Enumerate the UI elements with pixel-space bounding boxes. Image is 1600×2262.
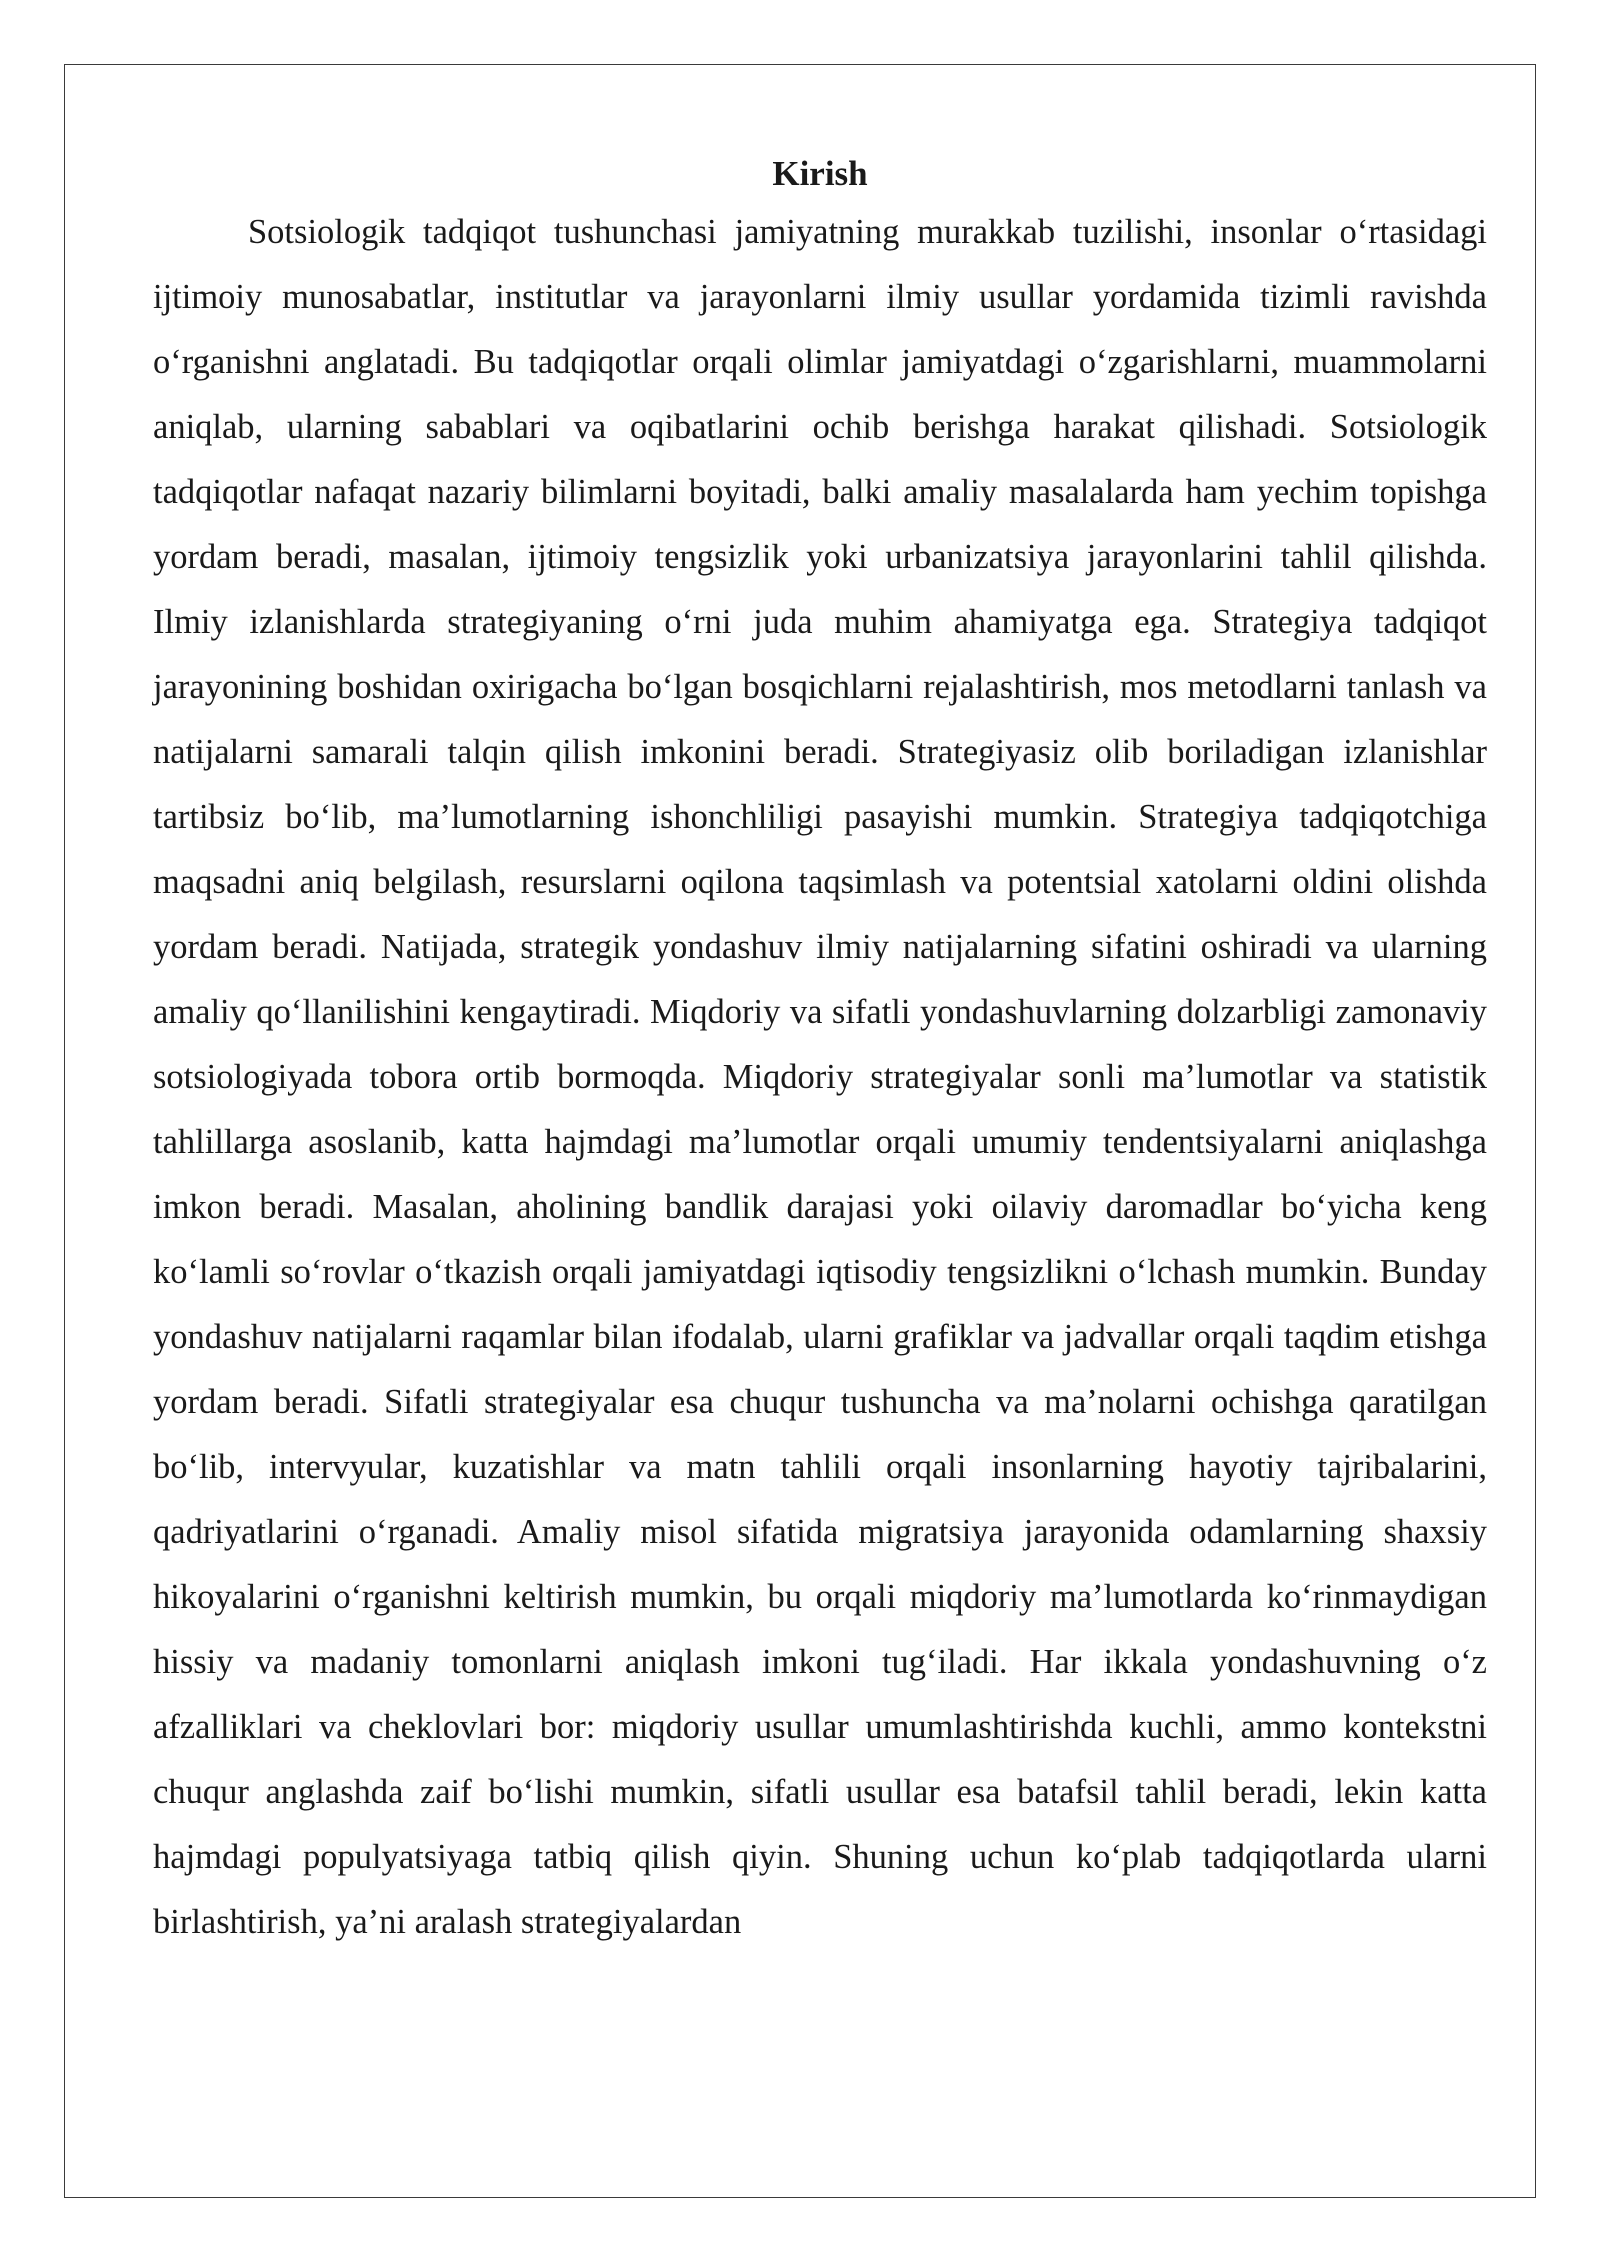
body-paragraph: Sotsiologik tadqiqot tushunchasi jamiyatning murakkab tuzilishi, insonlar o‘rtasidagi ijtimoiy munosabatlar, institutlar va jarayonlarni ilmiy usullar yordamida tizimli ravishda o‘rganishni anglatadi. Bu tadqiqotlar orqali olimlar jamiyatdagi o‘zgarishlarni, muammolarni aniqlab, ularning sabablari va oqibatlarini ochib berishga harakat qilishadi. Sotsiologik tadqiqotlar nafaqat nazariy bilimlarni boyitadi, balki amaliy masalalarda ham yechim topishga yordam beradi, masalan, ijtimoiy tengsizlik yoki urbanizatsiya jarayonlarini tahlil qilishda. Ilmiy izlanishlarda strategiyaning o‘rni juda muhim ahamiyatga ega. Strategiya tadqiqot jarayonining boshidan oxirigacha bo‘lgan bosqichlarni rejalashtirish, mos metodlarni tanlash va natijalarni samarali talqin qilish imkonini beradi. Strategiyasiz olib boriladigan izlanishlar tartibsiz bo‘lib, ma’lumotlarning ishonchliligi pasayishi mumkin. Strategiya tadqiqotchiga maqsadni aniq belgilash, resurslarni oqilona taqsimlash va potentsial xatolarni oldini olishda yordam beradi. Natijada, strategik yondashuv ilmiy natijalarning sifatini oshiradi va ularning amaliy qo‘llanilishini kengaytiradi. Miqdoriy va sifatli yondashuvlarning dolzarbligi zamonaviy sotsiologiyada tobora ortib bormoqda. Miqdoriy strategiyalar sonli ma’lumotlar va statistik tahlillarga asoslanib, katta hajmdagi ma’lumotlar orqali umumiy tendentsiyalarni aniqlashga imkon beradi. Masalan, aholining bandlik darajasi yoki oilaviy daromadlar bo‘yicha keng ko‘lamli so‘rovlar o‘tkazish orqali jamiyatdagi iqtisodiy tengsizlikni o‘lchash mumkin. Bunday yondashuv natijalarni raqamlar bilan ifodalab, ularni grafiklar va jadvallar orqali taqdim etishga yordam beradi. Sifatli strategiyalar esa chuqur tushuncha va ma’nolarni ochishga qaratilgan bo‘lib, intervyular, kuzatishlar va matn tahlili orqali insonlarning hayotiy tajribalarini, qadriyatlarini o‘rganadi. Amaliy misol sifatida migratsiya jarayonida odamlarning shaxsiy hikoyalarini o‘rganishni keltirish mumkin, bu orqali miqdoriy ma’lumotlarda ko‘rinmaydigan hissiy va madaniy tomonlarni aniqlash imkoni tug‘iladi. Har ikkala yondashuvning o‘z afzalliklari va cheklovlari bor: miqdoriy usullar umumlashtirishda kuchli, ammo kontekstni chuqur anglashda zaif bo‘lishi mumkin, sifatli usullar esa batafsil tahlil beradi, lekin katta hajmdagi populyatsiyaga tatbiq qilish qiyin. Shuning uchun ko‘plab tadqiqotlarda ularni birlashtirish, ya’ni aralash strategiyalardan	[153, 213, 1487, 1941]
document-title: Kirish	[772, 154, 868, 193]
document-body	[153, 148, 1487, 1955]
